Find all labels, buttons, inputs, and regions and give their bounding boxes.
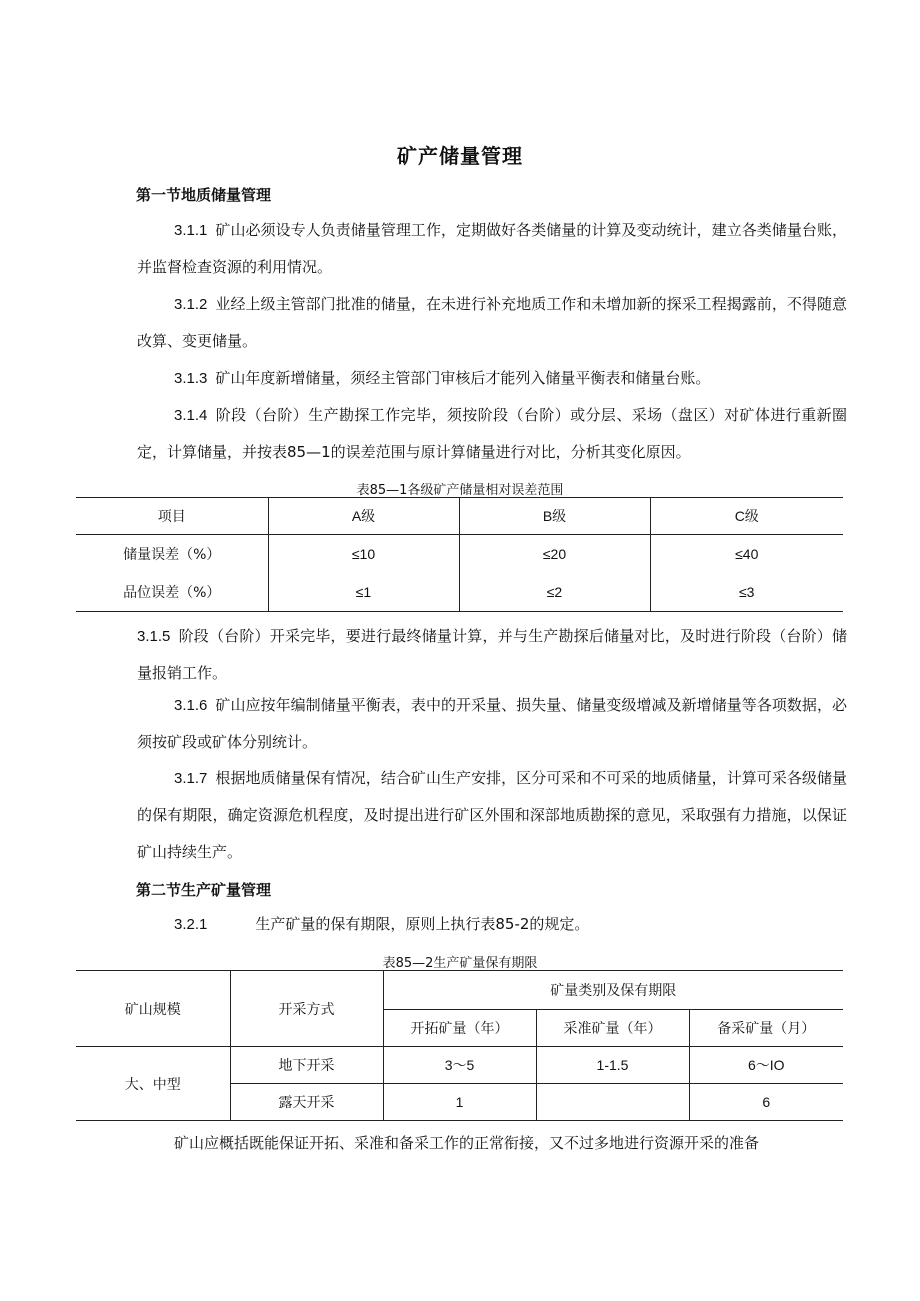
- clause-3-1-2: [137, 286, 847, 360]
- clause-3-2-1: [137, 906, 847, 943]
- table-cell: 3～5: [383, 1047, 536, 1084]
- table-cell: [536, 1084, 689, 1121]
- table-row: [76, 1047, 843, 1084]
- section-2-heading: 第二节生产矿量管理: [136, 881, 272, 899]
- table-1-caption: 表85—1各级矿产储量相对误差范围: [356, 483, 564, 498]
- error-range-table: [76, 497, 843, 612]
- clause-number: 3.1.4: [174, 407, 208, 424]
- production-reserve-table: [76, 970, 843, 1121]
- method-cell: 地下开采: [230, 1047, 383, 1084]
- clause-number: 3.1.5: [137, 628, 171, 645]
- table-cell: ≤20: [459, 535, 650, 574]
- header-cell-method: 开采方式: [230, 971, 383, 1047]
- table-row: [76, 535, 843, 574]
- table-cell: 6: [689, 1084, 843, 1121]
- subheader-cell: 开拓矿量（年）: [383, 1010, 536, 1047]
- clause-3-1-3: [137, 360, 847, 397]
- clause-number: 3.2.1: [174, 916, 208, 933]
- clause-number: 3.1.2: [174, 296, 208, 313]
- row-label: 储量误差（%）: [123, 547, 221, 563]
- clause-text: 阶段（台阶）开采完毕，要进行最终储量计算，并与生产勘探后储量对比，及时进行阶段（台阶）储量报销工作。: [137, 627, 847, 682]
- clause-text: 矿山应按年编制储量平衡表，表中的开采量、损失量、储量变级增减及新增储量等各项数据，必须按矿段或矿体分别统计。: [137, 696, 847, 751]
- clause-text: 矿山年度新增储量，须经主管部门审核后才能列入储量平衡表和储量台账。: [215, 369, 711, 387]
- header-cell-group: 矿量类别及保有期限: [383, 971, 843, 1010]
- table-cell: ≤3: [650, 573, 843, 612]
- clause-number: 3.1.6: [174, 697, 208, 714]
- method-cell: 露天开采: [230, 1084, 383, 1121]
- table-2-caption: 表85—2生产矿量保有期限: [382, 956, 538, 971]
- subheader-cell: 采准矿量（年）: [536, 1010, 689, 1047]
- table-row: [76, 573, 843, 612]
- table-cell: 1: [383, 1084, 536, 1121]
- table-cell: ≤2: [459, 573, 650, 612]
- table-cell: ≤1: [268, 573, 459, 612]
- table-header-row: [76, 498, 843, 535]
- clause-3-1-1: [137, 212, 847, 286]
- subheader-cell: 备采矿量（月）: [689, 1010, 843, 1047]
- clause-number: 3.1.7: [174, 770, 208, 787]
- clause-3-1-4: [137, 397, 847, 471]
- clause-3-1-5: [137, 618, 847, 692]
- table-cell: 6～IO: [689, 1047, 843, 1084]
- page-title: 矿产储量管理: [397, 144, 523, 168]
- table-cell: ≤10: [268, 535, 459, 574]
- clause-number: 3.1.3: [174, 370, 208, 387]
- table-cell: ≤40: [650, 535, 843, 574]
- header-cell: B级: [459, 498, 650, 535]
- closing-paragraph: 矿山应概括既能保证开拓、采准和备采工作的正常衔接，又不过多地进行资源开采的准备: [174, 1134, 760, 1152]
- clause-3-1-7: [137, 760, 847, 871]
- table-cell: 1-1.5: [536, 1047, 689, 1084]
- header-cell: A级: [268, 498, 459, 535]
- clause-number: 3.1.1: [174, 222, 208, 239]
- header-cell: 项目: [76, 498, 268, 535]
- header-cell: C级: [650, 498, 843, 535]
- clause-text: 根据地质储量保有情况，结合矿山生产安排，区分可采和不可采的地质储量，计算可采各级储量的保有期限，确定资源危机程度，及时提出进行矿区外围和深部地质勘探的意见，采取强有力措施，以保证矿山持续生产。: [137, 769, 847, 861]
- clause-3-1-6: [137, 687, 847, 761]
- table-header-row: [76, 971, 843, 1010]
- clause-text: 生产矿量的保有期限，原则上执行表85-2的规定。: [255, 915, 590, 933]
- clause-text: 业经上级主管部门批准的储量，在未进行补充地质工作和未增加新的探采工程揭露前，不得随意改算、变更储量。: [137, 295, 847, 350]
- clause-text: 阶段（台阶）生产勘探工作完毕，须按阶段（台阶）或分层、采场（盘区）对矿体进行重新圈定，计算储量，并按表85—1的误差范围与原计算储量进行对比，分析其变化原因。: [137, 406, 847, 461]
- row-label: 品位误差（%）: [76, 573, 268, 612]
- section-1-heading: 第一节地质储量管理: [136, 186, 272, 204]
- header-cell-scale: 矿山规模: [76, 971, 230, 1047]
- clause-text: 矿山必须设专人负责储量管理工作，定期做好各类储量的计算及变动统计，建立各类储量台账，并监督检查资源的利用情况。: [137, 221, 847, 276]
- scale-cell: 大、中型: [76, 1047, 230, 1121]
